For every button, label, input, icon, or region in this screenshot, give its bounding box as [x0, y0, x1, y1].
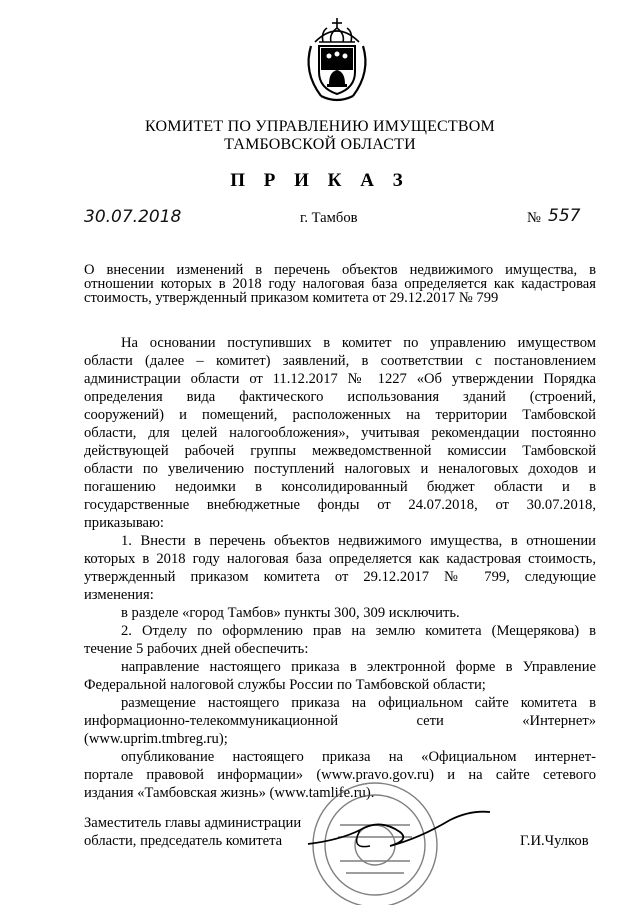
- body-line: области (далее – комитет) заявлений, в соответствии с постановлением: [84, 353, 596, 369]
- tambov-coat-of-arms-icon: [301, 12, 373, 104]
- body-line: 2. Отделу по оформлению прав на землю комитета (Мещерякова) в: [121, 623, 596, 639]
- body-line: течение 5 рабочих дней обеспечить:: [84, 641, 309, 657]
- body-line: определения вида фактического использования зданий (строений,: [84, 389, 596, 405]
- body-line: государственные внебюджетные фонды от 24.07.2018, от 30.07.2018,: [84, 497, 596, 513]
- body-line: 1. Внести в перечень объектов недвижимого имущества, в отношении: [121, 533, 596, 549]
- order-date: 30.07.2018: [84, 207, 182, 227]
- body-line: Федеральной налоговой службы России по Тамбовской области;: [84, 677, 486, 693]
- body-line: приказываю:: [84, 515, 164, 531]
- body-line: погашению недоимки в консолидированный бюджет области и в: [84, 479, 596, 495]
- body-line: утвержденный приказом комитета от 29.12.2017 № 799, следующие: [84, 569, 596, 585]
- body-line: изменения:: [84, 587, 154, 603]
- subject-line: отношении которых в 2018 году налоговая база определяется как кадастровая: [84, 276, 596, 292]
- body-line: На основании поступивших в комитет по управлению имуществом: [121, 335, 596, 351]
- body-line: области по увеличению поступлений налоговых и неналоговых доходов и: [84, 461, 596, 477]
- body-line: портале правовой информации» (www.pravo.gov.ru) и на сайте сетевого: [84, 767, 596, 783]
- number-prefix: №: [527, 210, 541, 226]
- body-line: действующей рабочей группы межведомственной комиссии Тамбовской: [84, 443, 596, 459]
- body-line: администрации области от 11.12.2017 № 1227 «Об утверждении Порядка: [84, 371, 596, 387]
- body-line: издания «Тамбовская жизнь» (www.tamlife.ru).: [84, 785, 375, 801]
- body-line: в разделе «город Тамбов» пункты 300, 309 исключить.: [121, 605, 460, 621]
- subject-line: стоимость, утвержденный приказом комитета от 29.12.2017 № 799: [84, 290, 499, 306]
- body-line: размещение настоящего приказа на официальном сайте комитета в: [121, 695, 596, 711]
- body-line: области, для целей налогообложения», учитывая рекомендации постоянно: [84, 425, 596, 441]
- document-type-title: П Р И К А З: [230, 170, 410, 191]
- body-line: которых в 2018 году налоговая база определяется как кадастровая стоимость,: [84, 551, 596, 567]
- signatory-name: Г.И.Чулков: [520, 833, 589, 849]
- subject-line: О внесении изменений в перечень объектов недвижимого имущества, в: [84, 262, 596, 278]
- signatory-position-line1: Заместитель главы администрации: [84, 815, 302, 831]
- handwritten-signature-icon: [300, 800, 500, 860]
- body-line: (www.uprim.tmbreg.ru);: [84, 731, 228, 747]
- body-line: информационно-телекоммуникационной сети «Интернет»: [84, 713, 596, 729]
- city: г. Тамбов: [300, 210, 358, 226]
- body-line: направление настоящего приказа в электронной форме в Управление: [121, 659, 596, 675]
- body-line: опубликование настоящего приказа на «Официальном интернет-: [121, 749, 596, 765]
- order-number: 557: [548, 206, 581, 226]
- committee-name-line2: ТАМБОВСКОЙ ОБЛАСТИ: [224, 136, 416, 153]
- committee-name-line1: КОМИТЕТ ПО УПРАВЛЕНИЮ ИМУЩЕСТВОМ: [145, 118, 495, 135]
- body-line: сооружений) и помещений, расположенных на территории Тамбовской: [84, 407, 596, 423]
- signatory-position-line2: области, председатель комитета: [84, 833, 283, 849]
